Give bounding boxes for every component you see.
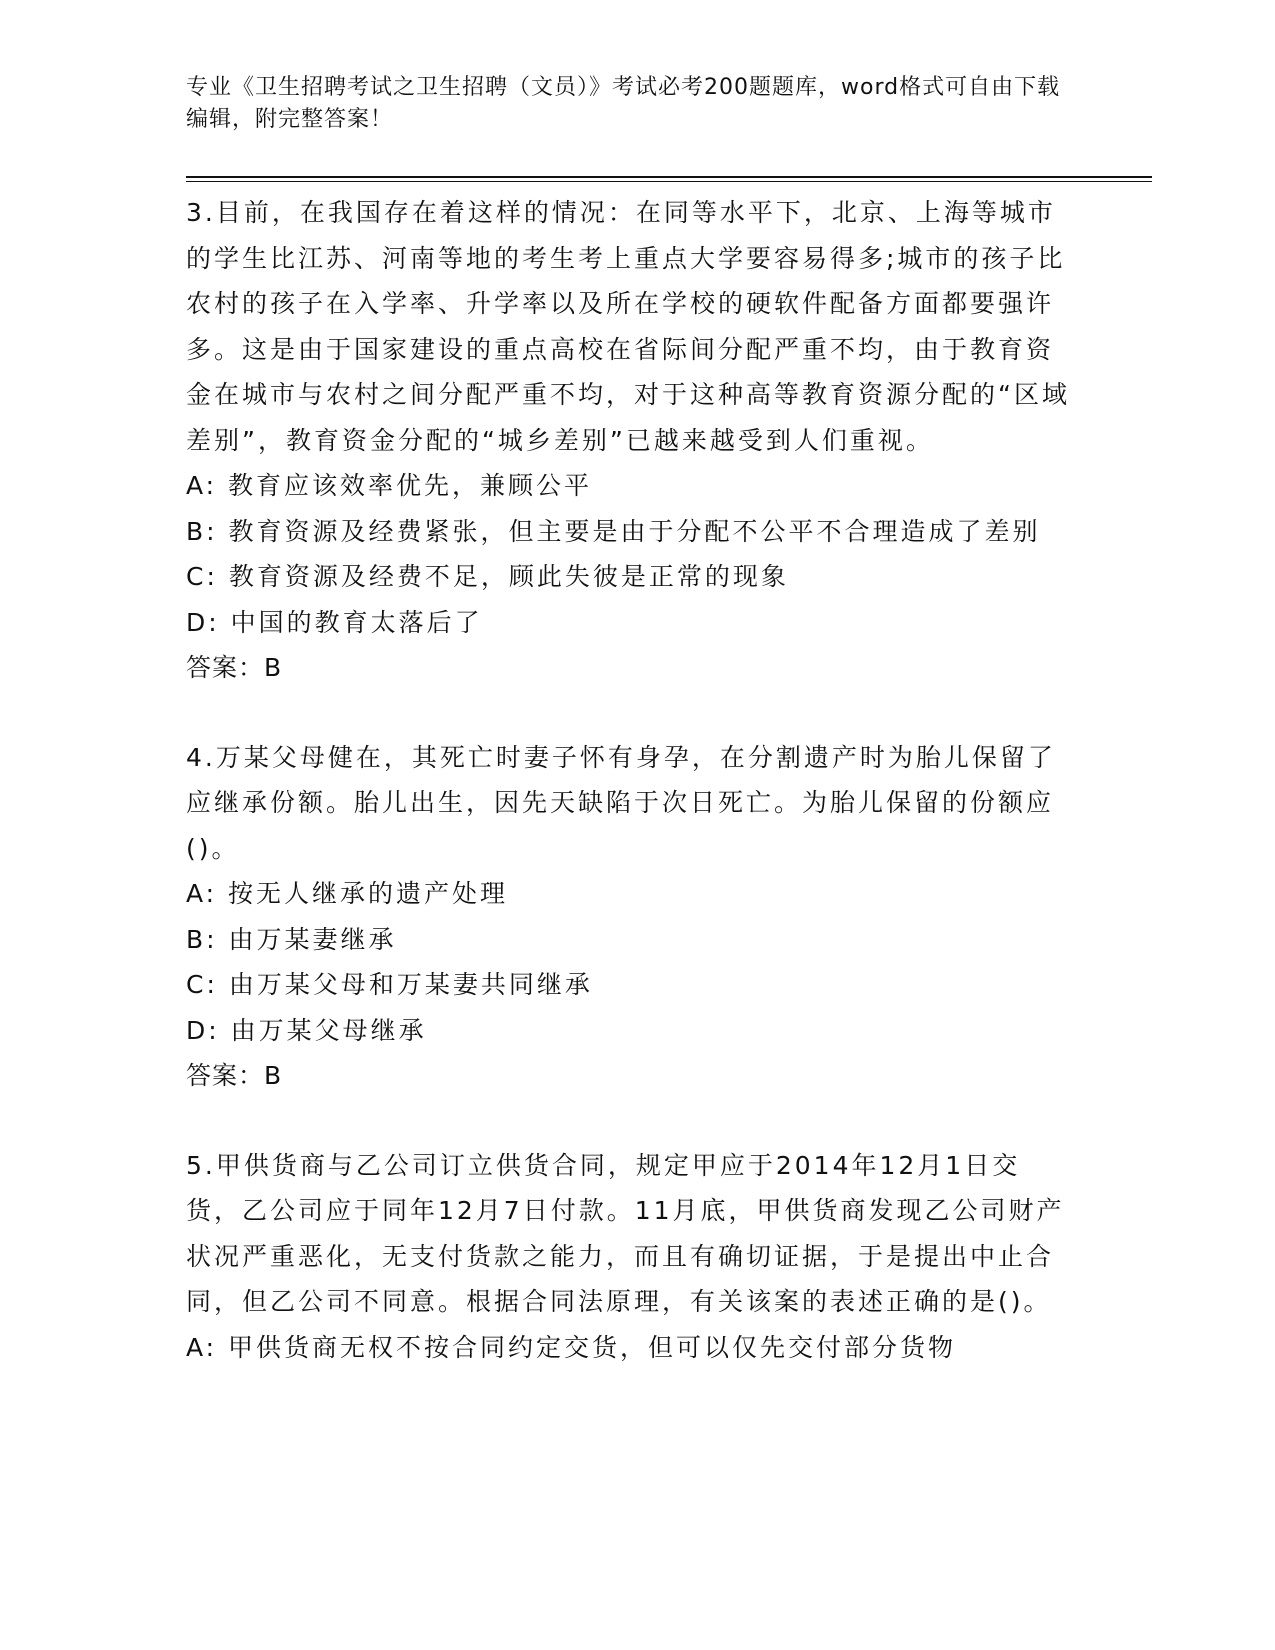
header-divider-thin bbox=[186, 181, 1152, 182]
question-3 bbox=[186, 190, 1076, 691]
option-b: B: 教育资源及经费紧张，但主要是由于分配不公平不合理造成了差别 bbox=[186, 516, 1041, 546]
question-stem: 4.万某父母健在，其死亡时妻子怀有身孕，在分割遗产时为胎儿保留了应继承份额。胎儿出生，因先天缺陷于次日死亡。为胎儿保留的份额应()。 bbox=[186, 742, 1056, 863]
question-4 bbox=[186, 735, 1076, 1099]
answer-line: 答案：B bbox=[186, 653, 283, 682]
question-stem: 3.目前，在我国存在着这样的情况：在同等水平下，北京、上海等城市的学生比江苏、河南等地的考生考上重点大学要容易得多;城市的孩子比农村的孩子在入学率、升学率以及所在学校的硬软件配备方面都要强许多。这是由于国家建设的重点高校在省际间分配严重不均，由于教育资金在城市与农村之间分配严重不均，对于这种高等教育资源分配的“区域差别”，教育资金分配的“城乡差别”已越来越受到人们重视。 bbox=[186, 198, 1070, 455]
answer-line: 答案：B bbox=[186, 1061, 283, 1090]
question-stem: 5.甲供货商与乙公司订立供货合同，规定甲应于2014年12月1日交货，乙公司应于同年12月7日付款。11月底，甲供货商发现乙公司财产状况严重恶化，无支付货款之能力，而且有确切证据，于是提出中止合同，但乙公司不同意。根据合同法原理，有关该案的表述正确的是()。 bbox=[186, 1150, 1065, 1316]
question-list bbox=[186, 190, 1076, 1414]
option-a: A: 甲供货商无权不按合同约定交货，但可以仅先交付部分货物 bbox=[186, 1332, 957, 1362]
header-divider-thick bbox=[186, 176, 1152, 178]
option-c: C: 教育资源及经费不足，顾此失彼是正常的现象 bbox=[186, 562, 789, 591]
document-header-title: 专业《卫生招聘考试之卫生招聘（文员）》考试必考200题题库，word格式可自由下载编辑，附完整答案！ bbox=[186, 75, 1061, 132]
option-a: A: 按无人继承的遗产处理 bbox=[186, 879, 509, 908]
option-a: A: 教育应该效率优先，兼顾公平 bbox=[186, 471, 593, 500]
option-b: B: 由万某妻继承 bbox=[186, 924, 397, 954]
option-c: C: 由万某父母和万某妻共同继承 bbox=[186, 970, 593, 999]
question-5 bbox=[186, 1143, 1076, 1371]
option-d: D: 由万某父母继承 bbox=[186, 1015, 427, 1045]
option-d: D: 中国的教育太落后了 bbox=[186, 607, 483, 637]
